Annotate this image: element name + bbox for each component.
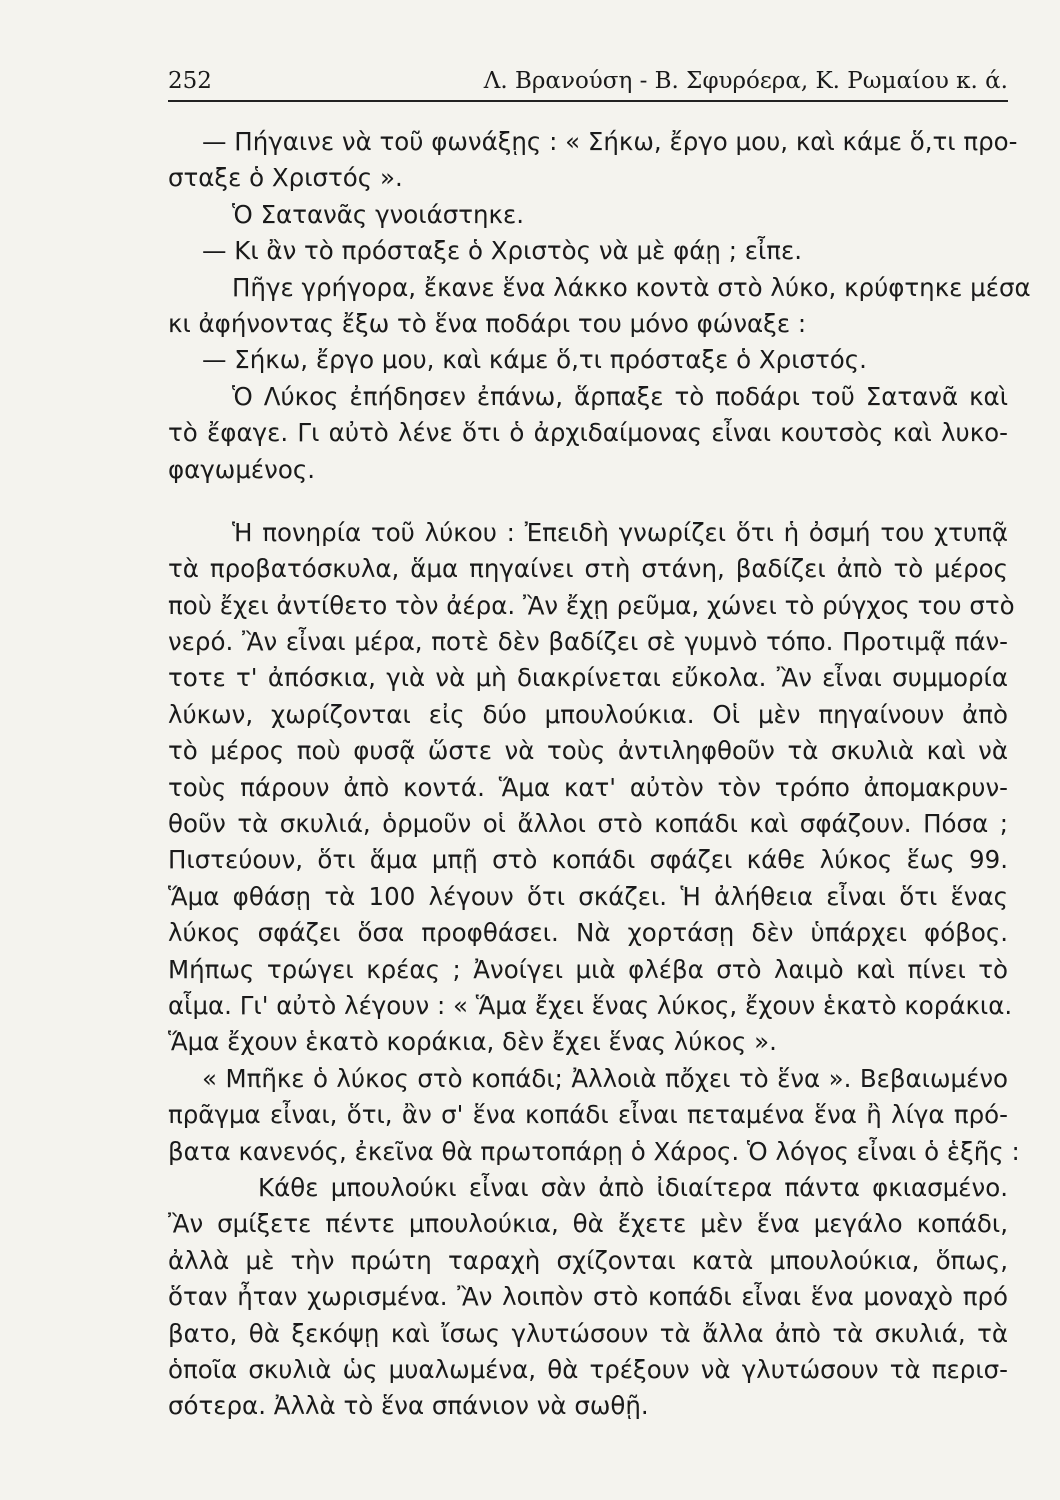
text-line: — Σήκω, ἔργο μου, καὶ κάμε ὅ,τι πρόσταξε ὁ Χριστός.: [202, 345, 867, 375]
text-line: τὰ προβατόσκυλα, ἅμα πηγαίνει στὴ στάνη, βαδίζει ἀπὸ τὸ μέρος: [168, 554, 1008, 584]
text-line: τοὺς πάρουν ἀπὸ κοντά. Ἅμα κατ' αὐτὸν τὸν τρόπο ἀπομακρυν-: [168, 772, 1008, 802]
running-head: Λ. Βρανούση - Β. Σφυρόερα, Κ. Ρωμαίου κ. ά.: [483, 68, 1008, 94]
text-line: Κάθε μπουλούκι εἶναι σὰν ἀπὸ ἰδιαίτερα πάντα φκιασμένο.: [258, 1172, 1008, 1202]
body-text: [168, 124, 1031, 1425]
text-line: — Πήγαινε νὰ τοῦ φωνάξῃς : « Σήκω, ἔργο μου, καὶ κάμε ὅ,τι προ-: [202, 127, 1018, 156]
text-line: Πῆγε γρήγορα, ἔκανε ἕνα λάκκο κοντὰ στὸ λύκο, κρύφτηκε μέσα: [232, 272, 1031, 302]
paragraph-gap: [168, 488, 1008, 515]
text-line: λύκος σφάζει ὅσα προφθάσει. Νὰ χορτάσῃ δὲν ὑπάρχει φόβος.: [168, 918, 1008, 948]
text-line: αἷμα. Γι' αὐτὸ λέγουν : « Ἅμα ἔχει ἕνας λύκος, ἔχουν ἑκατὸ κοράκια.: [168, 990, 1013, 1020]
text-line: Ἅμα φθάσῃ τὰ 100 λέγουν ὅτι σκάζει. Ἡ ἀλήθεια εἶναι ὅτι ἕνας: [168, 881, 1008, 911]
text-line: θοῦν τὰ σκυλιά, ὁρμοῦν οἱ ἄλλοι στὸ κοπάδι καὶ σφάζουν. Πόσα ;: [168, 809, 1008, 839]
text-line: νερό. Ἂν εἶναι μέρα, ποτὲ δὲν βαδίζει σὲ γυμνὸ τόπο. Προτιμᾷ πάν-: [168, 627, 1008, 657]
text-line: τὸ μέρος ποὺ φυσᾷ ὥστε νὰ τοὺς ἀντιληφθοῦν τὰ σκυλιὰ καὶ νὰ: [168, 736, 1008, 766]
text-line: Ἂν σμίξετε πέντε μπουλούκια, θὰ ἔχετε μὲν ἕνα μεγάλο κοπάδι,: [168, 1209, 1008, 1239]
text-line: βατο, θὰ ξεκόψῃ καὶ ἴσως γλυτώσουν τὰ ἄλλα ἀπὸ τὰ σκυλιά, τὰ: [168, 1318, 1008, 1348]
text-line: — Κι ἂν τὸ πρόσταξε ὁ Χριστὸς νὰ μὲ φάῃ ; εἶπε.: [202, 236, 803, 266]
text-line: τοτε τ' ἀπόσκια, γιὰ νὰ μὴ διακρίνεται εὔκολα. Ἂν εἶναι συμμορία: [168, 663, 1008, 693]
text-line: Μήπως τρώγει κρέας ; Ἀνοίγει μιὰ φλέβα στὸ λαιμὸ καὶ πίνει τὸ: [168, 954, 1008, 984]
text-line: σταξε ὁ Χριστός ».: [168, 163, 403, 193]
text-line: φαγωμένος.: [168, 454, 315, 484]
header-rule: [168, 100, 1008, 102]
text-line: τὸ ἔφαγε. Γι αὐτὸ λένε ὅτι ὁ ἀρχιδαίμονας εἶναι κουτσὸς καὶ λυκο-: [168, 418, 1008, 448]
text-line: Ἡ πονηρία τοῦ λύκου : Ἐπειδὴ γνωρίζει ὅτι ἡ ὀσμή του χτυπᾷ: [232, 517, 1008, 547]
text-line: βατα κανενός, ἐκεῖνα θὰ πρωτοπάρῃ ὁ Χάρος. Ὁ λόγος εἶναι ὁ ἑξῆς :: [168, 1136, 1020, 1166]
text-line: Ὁ Σατανᾶς γνοιάστηκε.: [232, 199, 524, 229]
text-line: ὁποῖα σκυλιὰ ὡς μυαλωμένα, θὰ τρέξουν νὰ γλυτώσουν τὰ περισ-: [168, 1354, 1008, 1384]
page-number: 252: [168, 68, 212, 94]
text-line: σότερα. Ἀλλὰ τὸ ἕνα σπάνιον νὰ σωθῇ.: [168, 1391, 649, 1421]
text-line: λύκων, χωρίζονται εἰς δύο μπουλούκια. Οἱ μὲν πηγαίνουν ἀπὸ: [168, 699, 1008, 729]
text-line: ἀλλὰ μὲ τὴν πρώτη ταραχὴ σχίζονται κατὰ μπουλούκια, ὅπως,: [168, 1245, 1008, 1275]
text-line: ὅταν ἦταν χωρισμένα. Ἂν λοιπὸν στὸ κοπάδι εἶναι ἕνα μοναχὸ πρό: [168, 1282, 1008, 1312]
text-line: « Μπῆκε ὁ λύκος στὸ κοπάδι; Ἀλλοιὰ πὄχει τὸ ἕνα ». Βεβαιωμένο: [202, 1063, 1008, 1093]
text-line: πρᾶγμα εἶναι, ὅτι, ἂν σ' ἕνα κοπάδι εἶναι πεταμένα ἕνα ἢ λίγα πρό-: [168, 1100, 1008, 1130]
text-line: κι ἀφήνοντας ἔξω τὸ ἕνα ποδάρι του μόνο φώναξε :: [168, 308, 807, 338]
page-header: [168, 62, 1008, 102]
text-line: Ὁ Λύκος ἐπήδησεν ἐπάνω, ἅρπαξε τὸ ποδάρι τοῦ Σατανᾶ καὶ: [232, 381, 1008, 411]
text-line: ποὺ ἔχει ἀντίθετο τὸν ἀέρα. Ἂν ἔχῃ ρεῦμα, χώνει τὸ ρύγχος του στὸ: [168, 590, 1015, 620]
text-line: Ἅμα ἔχουν ἑκατὸ κοράκια, δὲν ἔχει ἕνας λύκος ».: [168, 1027, 777, 1057]
text-line: Πιστεύουν, ὅτι ἅμα μπῇ στὸ κοπάδι σφάζει κάθε λύκος ἕως 99.: [168, 845, 1008, 875]
